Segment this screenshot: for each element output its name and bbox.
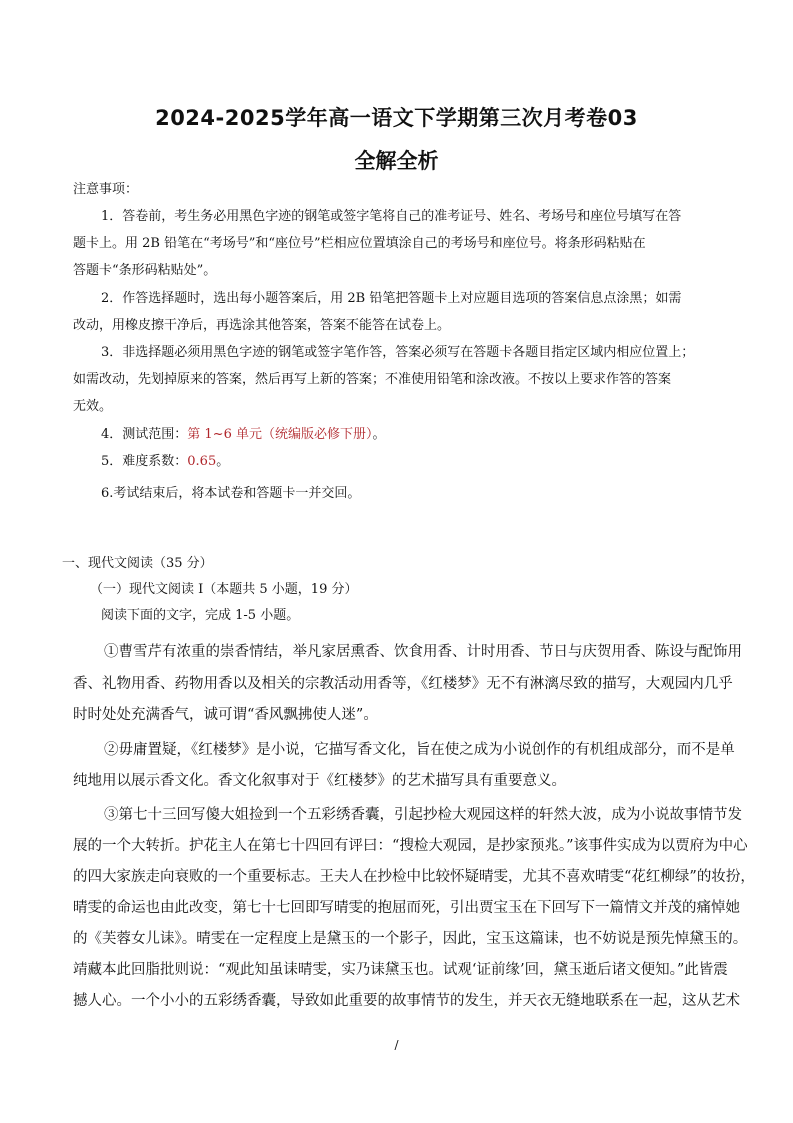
passage-line: ③第七十三回写傻大姐捡到一个五彩绣香囊，引起抄检大观园这样的轩然大波，成为小说故事情节发: [104, 807, 742, 823]
passage-line: ②毋庸置疑，《红楼梦》是小说，它描写香文化，旨在使之成为小说创作的有机组成部分，而不是单: [104, 742, 735, 758]
notice-item-1-line-3: 答题卡“条形码粘贴处”。: [73, 263, 217, 278]
section-heading: 一、现代文阅读（35 分）: [62, 556, 213, 571]
passage-line: 香、礼物用香、药物用香以及相关的宗教活动用香等，《红楼梦》无不有淋漓尽致的描写，大观园内几乎: [73, 676, 733, 692]
section-sub-heading: （一）现代文阅读 I（本题共 5 小题，19 分）: [90, 582, 358, 597]
notice-heading: 注意事项：: [73, 182, 139, 197]
page-subtitle: 全解全析: [354, 149, 439, 173]
passage-line: 的四大家族走向衰败的一个重要标志。王夫人在抄检中比较怀疑晴雯，尤其不喜欢晴雯“花红柳绿”的妆扮，: [73, 869, 755, 885]
passage-line: ①曹雪芹有浓重的崇香情结，举凡家居熏香、饮食用香、计时用香、节日与庆贺用香、陈设与配饰用: [104, 644, 742, 660]
notice-item-3-line-2: 如需改动，先划掉原来的答案，然后再写上新的答案；不准使用铅笔和涂改液。不按以上要求作答的答案: [73, 372, 672, 387]
test-scope-value: 第 1~6 单元（统编版必修下册）: [187, 427, 373, 442]
notice-item-2-line-2: 改动，用橡皮擦干净后，再选涂其他答案，答案不能答在试卷上。: [73, 318, 451, 333]
passage-line: 撼人心。一个小小的五彩绣香囊，导致如此重要的故事情节的发生，并天衣无缝地联系在一起，这从艺术: [73, 993, 740, 1009]
notice-item-6: 6.考试结束后，将本试卷和答题卡一并交回。: [101, 486, 361, 501]
notice-item-5: [101, 454, 229, 470]
notice-item-1-line-1: 1．答卷前，考生务必用黑色字迹的钢笔或签字笔将自己的准考证号、姓名、考场号和座位号填写在答: [101, 209, 682, 224]
page-title: 2024-2025学年高一语文下学期第三次月考卷03: [155, 106, 638, 130]
passage-line: 展的一个大转折。护花主人在第七十四回有评曰：“搜检大观园，是抄家预兆。”该事件实成为以贾府为中心: [73, 838, 748, 854]
page-footer-mark: /: [394, 1038, 399, 1052]
passage-line: 时时处处充满香气，诚可谓“香风飘拂使人迷”。: [73, 707, 378, 723]
passage-line: 晴雯的命运也由此改变，第七十七回即写晴雯的抱屈而死，引出贾宝玉在下回写下一篇情文并茂的痛悼她: [73, 900, 740, 916]
passage-line: 靖藏本此回脂批则说：“观此知虽诔晴雯，实乃诔黛玉也。试观‘证前缘’回，黛玉逝后诸文便知。”此皆震: [73, 962, 728, 978]
passage-line: 纯地用以展示香文化。香文化叙事对于《红楼梦》的艺术描写具有重要意义。: [73, 773, 566, 789]
difficulty-value: 0.65: [187, 454, 217, 469]
notice-item-4: [101, 427, 386, 443]
passage-line: 的《芙蓉女儿诔》。晴雯在一定程度上是黛玉的一个影子，因此，宝玉这篇诔，也不妨说是预先悼黛玉的。: [73, 931, 748, 947]
notice-item-3-line-1: 3．非选择题必须用黑色字迹的钢笔或签字笔作答，答案必须写在答题卡各题目指定区域内相应位置上；: [101, 345, 695, 360]
section-instruction: 阅读下面的文字，完成 1-5 小题。: [101, 608, 300, 623]
notice-item-5-end: 。: [216, 454, 230, 469]
notice-item-4-end: 。: [372, 427, 386, 442]
notice-item-1-line-2: 题卡上。用 2B 铅笔在“考场号”和“座位号”栏相应位置填涂自己的考场号和座位号。将条形码粘贴在: [73, 236, 646, 251]
notice-item-5-label: 5．难度系数：: [101, 454, 188, 469]
notice-item-3-line-3: 无效。: [73, 399, 113, 414]
notice-item-4-label: 4．测试范围：: [101, 427, 188, 442]
notice-item-2-line-1: 2．作答选择题时，选出每小题答案后，用 2B 铅笔把答题卡上对应题目选项的答案信息点涂黑；如需: [101, 291, 682, 306]
